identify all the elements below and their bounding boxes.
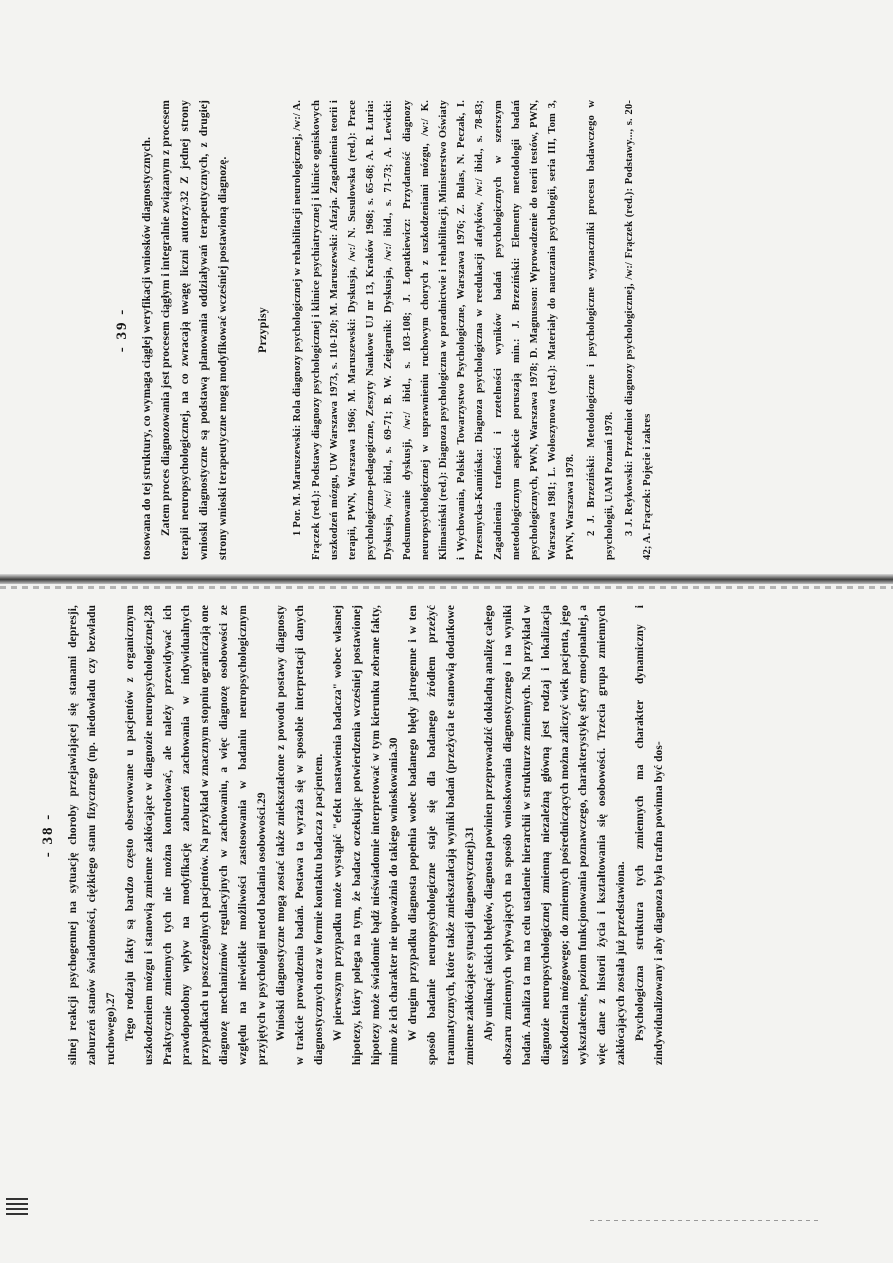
paragraph: W pierwszym przypadku może wystąpić "efekt nastawienia badacza" wobec własnej hipotezy, który polega na tym, że badacz oczekując potwierdzenia wcześniej postawionej hipotezy może świadomie bądź nieświadomie interpretować w tym kierunku zebrane fakty, mimo że ich charakter nie upoważnia do takiego wnioskowania.30 [331, 605, 401, 1065]
right-page-body [138, 100, 658, 560]
paragraph: Wnioski diagnostyczne mogą zostać także zniekształcone z powodu postawy diagnosty w trakcie prowadzenia badań. Postawa ta wyraża się w sposobie interpretacji danych diagnostycznych oraz w formie kontaktu badacza z pacjentem. [274, 605, 325, 1065]
footnote: 3 J. Reykowski: Przedmiot diagnozy psychologicznej, /w:/ Frączek (red.): Podstawy..., s. 20-42; A. Frączek: Pojęcie i zakres [624, 100, 654, 560]
paragraph: silnej reakcji psychogennej na sytuację choroby przejawiającej się stanami depresji, zaburzeń stanów świadomości, ciężkiego stanu fizycznego (np. niedowładu czy bezwładu ruchowego).27 [67, 605, 117, 1065]
right-page [114, 100, 660, 560]
paragraph: Zatem proces diagnozowania jest procesem ciągłym i integralnie związanym z procesem terapii neuropsychologicznej, na co zwracają uwagę liczni autorzy.32 Z jednej strony wnioski diagnostyczne są podstawą planowania oddziaływań terapeutycznych, z drugiej strony wnioski terapeutyczne mogą modyfikować wcześniej postawioną diagnozę. [159, 100, 229, 560]
paragraph: Tego rodzaju fakty są bardzo często obserwowane u pacjentów z organicznym uszkodzeniem mózgu i stanowią zmienne zakłócające w diagnozie neuropsychologicznej.28 Praktycznie zmiennych tych nie można kontrolować, ale należy przewidywać ich prawdopodobny wpływ na modyfikację zaburzeń zachowania w indywidualnych przypadkach u poszczególnych pacjentów. Na przykład w znacznym stopniu ograniczają one diagnozę mechanizmów regulacyjnych w zachowaniu, a więc diagnozę osobowości ze względu na niewielkie możliwości zastosowania w badaniu neuropsychologicznym przyjętych w psychologii metod badania osobowości.29 [123, 605, 269, 1065]
page-number-right: - 39 - [114, 307, 130, 353]
footnote: 1 Por. M. Maruszewski: Rola diagnozy psychologicznej w rehabilitacji neurologicznej, /w:/ A. Frączek (red.): Podstawy diagnozy psychologicznej i klinice psychiatrycznej i klinice ogniskowych uszkodzeń mózgu, UW Warszawa 1973, s. 110-120; M. Maruszewski: Afazja. Zagadnienia teorii i terapii, PWN, Warszawa 1966; M. Maruszewski: Dyskusja, /w:/ N. Susułowska (red.): Prace psychologiczno-pedagogiczne, Zeszyty Naukowe UJ nr 13, Kraków 1968; s. 65-68; A. R. Łuria: Dyskusja, /w:/ ibid., s. 69-71; B. W. Zeigarnik: Dyskusja, /w:/ ibid., s. 71-73; A. Lewicki: Podsumowanie dyskusji, /w:/ ibid., s. 103-108; J. Łopatkiewicz: Przydatność diagnozy neuropsychologicznej w usprawnieniu ruchowym chorych z uszkodzeniami mózgu, /w:/ K. Klimasiński (red.): Diagnoza psychologiczna w poradnictwie i rehabilitacji, Ministerstwo Oświaty i Wychowania, Polskie Towarzystwo Psychologiczne, Warszawa 1976; Z. Bulas, N. Peczak, I. Przesmycka-Kamińska: Diagnoza psychologiczna w reedukacji afatyków, /w:/ ibid., s. 78-83; Zagadnienia trafności i rzetelności wyników badań psychologicznych w szerszym metodologicznym aspekcie poruszają min.: J. Brzeziński: Elementy metodologii badań psychologicznych, PWN, Warszawa 1978; D. Magnusson: Wprowadzenie do teorii testów, PWN, Warszawa 1981; L. Wołoszynowa (red.): Materiały do nauczania psychologii, seria III, Tom 3, PWN, Warszawa 1978. [292, 100, 577, 560]
footnote: 2 J. Brzeziński: Metodologiczne i psychologiczne wyznaczniki procesu badawczego w psychologii, UAM Poznań 1978. [585, 100, 615, 560]
footnotes [289, 100, 657, 560]
scan-dotted-edge [590, 1220, 820, 1221]
scan-edge-marks [6, 1198, 28, 1218]
paragraph: W drugim przypadku diagnosta popełnia wobec badanego błędy jatrogenne i w ten sposób badanie neuropsychologiczne staje się dla badanego źródłem przeżyć traumatycznych, które także zniekształcają wyniki badań (przeżycia te stanowią dodatkowe zmienne zakłócające sytuacji diagnostycznej).31 [407, 605, 477, 1065]
left-page-body [64, 605, 669, 1065]
paragraph: Psychologiczna struktura tych zmiennych ma charakter dynamiczny i zindywidualizowany i aby diagnoza była trafna powinna być dos- [634, 605, 666, 1065]
paragraph: tosowana do tej struktury, co wymaga ciągłej weryfikacji wniosków diagnostycznych. [141, 136, 153, 560]
paragraph: Aby uniknąć takich błędów, diagnosta powinien przeprowadzić dokładną analizę całego obszaru zmiennych wpływających na sposób wnioskowania diagnostycznego i na wyniki badań. Analiza ta ma na celu ustalenie hierarchii w strukturze zmiennych. Na przykład w diagnozie neuropsychologicznej zmienną niezależną główną jest rodzaj i lokalizacja uszkodzenia mózgowego; do zmiennych pośredniczących można zaliczyć wiek pacjenta, jego wykształcenie, poziom funkcjonowania poznawczego, charakterystykę sfery emocjonalnej, a więc dane z historii życia i kształtowania się osobowości. Trzecia grupa zmiennych zakłócających została już przedstawiona. [482, 605, 628, 1065]
page-number-left: - 38 - [40, 812, 56, 858]
notes-heading: Przypisy [254, 307, 269, 353]
